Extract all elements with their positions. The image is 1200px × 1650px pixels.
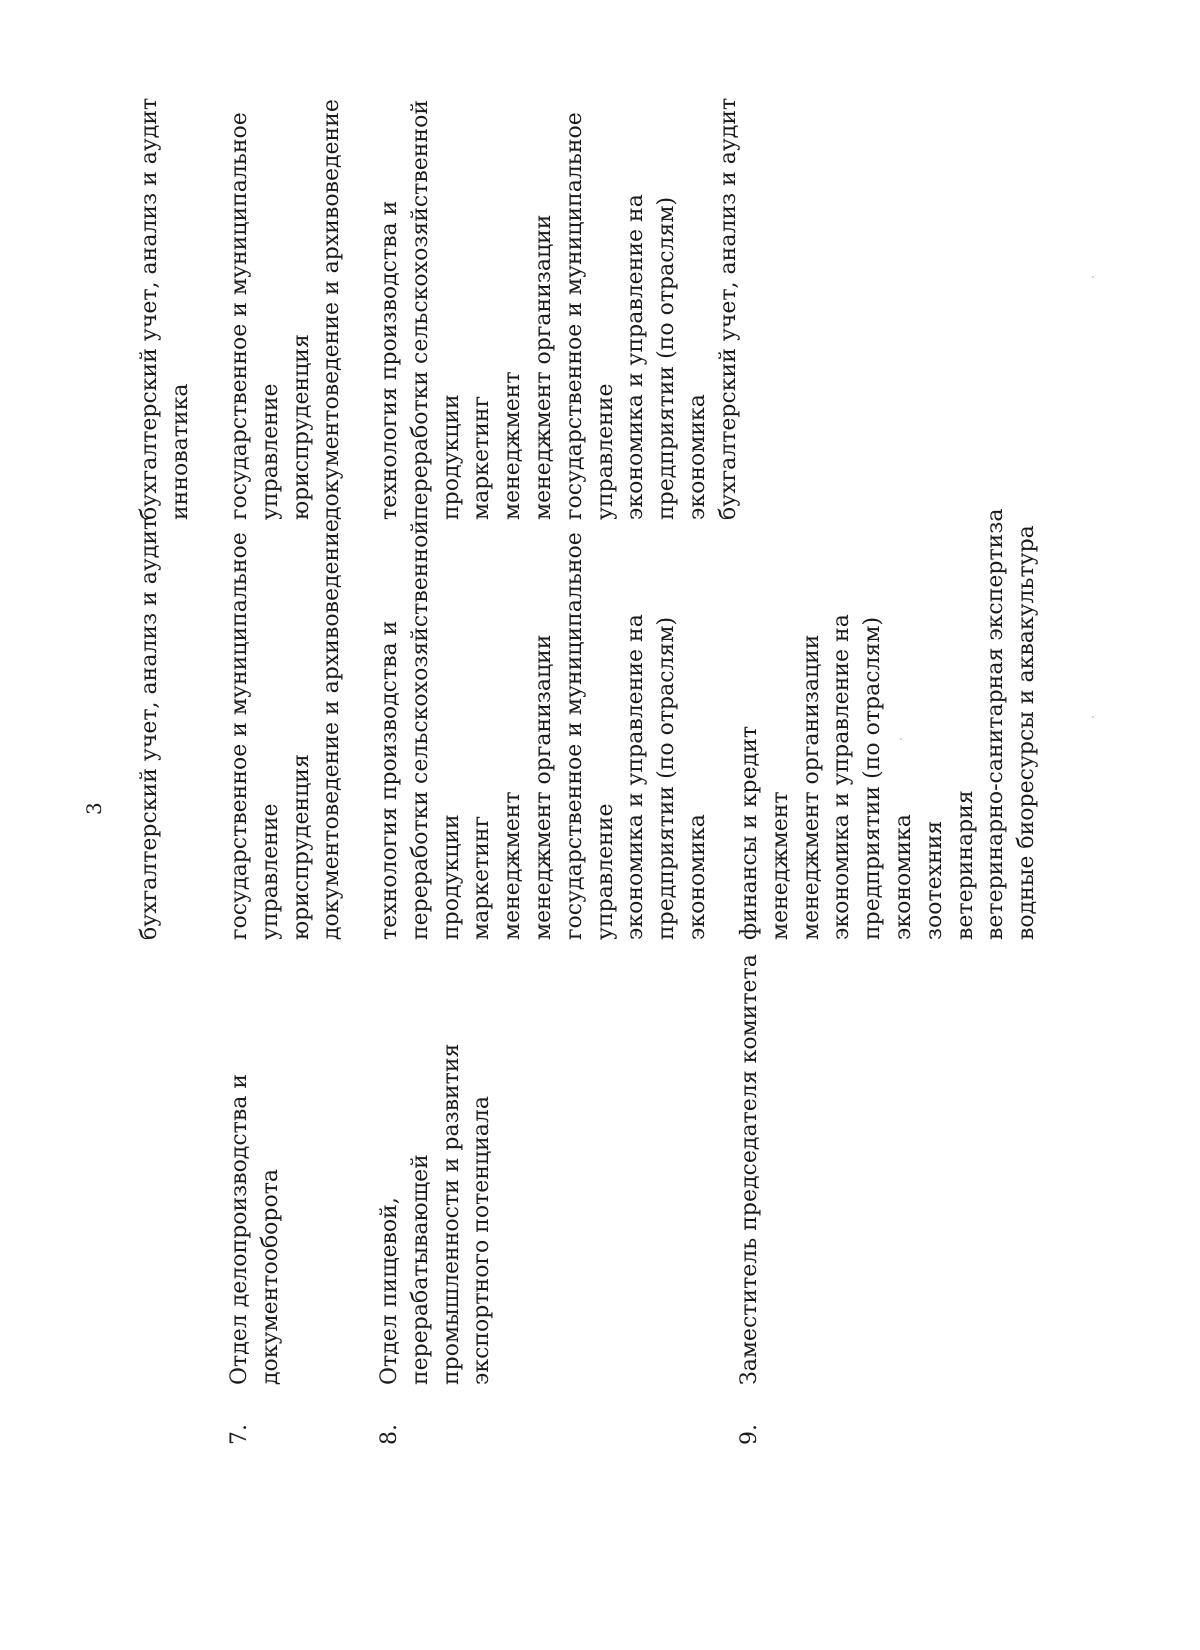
specialties-column-2-line: юриспруденция	[288, 334, 314, 520]
specialties-column-1-line: экономика	[890, 814, 916, 940]
specialties-column-1-line: государственное и муниципальное	[227, 532, 252, 940]
specialties-column-2-line: менеджмент организации	[530, 214, 556, 520]
specialties-column-2-line: документоведение и архивоведение	[319, 99, 345, 520]
department-name-line: перерабатывающей	[407, 1154, 433, 1385]
specialties-column-1-line: ветеринария	[952, 790, 978, 940]
page-number: 3	[82, 802, 106, 815]
specialties-column-2-line: экономика и управление на	[623, 194, 649, 520]
specialties-column-2-line: государственное и муниципальное	[561, 112, 587, 520]
department-name-line: экспортного потенциала	[469, 1095, 495, 1385]
specialties-column-1-line: ветеринарно-санитарная экспертиза	[983, 508, 1009, 940]
specialties-column-1-line: бухгалтерский учет, анализ и аудит	[137, 517, 162, 940]
specialties-column-1-line: экономика	[684, 814, 710, 940]
specialties-column-1-line: управление	[257, 803, 283, 940]
specialties-column-1-line: маркетинг	[469, 815, 495, 940]
row-number: 7.	[227, 1424, 252, 1445]
specialties-column-1-line: продукции	[438, 814, 464, 940]
specialties-column-1-line: переработки сельскохозяйственной	[407, 520, 433, 940]
specialties-column-1-line: экономика и управление на	[829, 614, 855, 940]
specialties-column-2-line: государственное и муниципальное	[227, 112, 252, 520]
specialties-column-1	[135, 517, 166, 940]
department-name-line: Заместитель председателя комитета	[737, 954, 762, 1385]
specialties-column-1-line: юриспруденция	[288, 754, 314, 940]
specialties-column-1	[225, 520, 348, 940]
staff-specialties-table	[0, 45, 1200, 1445]
specialties-column-1-line: водные биоресурсы и аквакультура	[1014, 525, 1040, 940]
specialties-column-1-line: экономика и управление на	[623, 614, 649, 940]
specialties-column-2-line: управление	[592, 383, 618, 520]
department-name	[225, 885, 287, 1385]
specialties-column-2-line: маркетинг	[469, 395, 495, 520]
specialties-column-1-line: менеджмент	[767, 791, 793, 940]
specialties-column-2	[225, 80, 348, 520]
department-name-line: Отдел пищевой,	[377, 1197, 402, 1385]
department-name	[735, 885, 766, 1385]
specialties-column-2-line: инноватика	[167, 383, 193, 520]
specialties-column-2-line: бухгалтерский учет, анализ и аудит	[715, 97, 741, 520]
specialties-column-2-line: переработки сельскохозяйственной	[407, 100, 433, 520]
specialties-column-1-line: менеджмент организации	[798, 634, 824, 940]
specialties-column-2-line: технология производства и	[377, 200, 402, 520]
specialties-column-1-line: технология производства и	[377, 620, 402, 940]
specialties-column-1-line: управление	[592, 803, 618, 940]
specialties-column-2	[135, 80, 197, 520]
specialties-column-1-line: финансы и кредит	[737, 725, 762, 940]
specialties-column-1	[375, 520, 714, 940]
specialties-column-2	[375, 80, 745, 520]
specialties-column-1-line: государственное и муниципальное	[561, 532, 587, 940]
department-name-line: документооборота	[257, 1168, 283, 1385]
specialties-column-1	[735, 508, 1043, 940]
department-name	[375, 885, 498, 1385]
specialties-column-1-line: менеджмент организации	[530, 634, 556, 940]
row-number: 8.	[377, 1424, 402, 1445]
specialties-column-1-line: предприятии (по отраслям)	[654, 616, 680, 940]
specialties-column-1-line: зоотехния	[921, 820, 947, 940]
specialties-column-2-line: предприятии (по отраслям)	[654, 196, 680, 520]
specialties-column-2-line: продукции	[438, 394, 464, 520]
department-name-line: промышленности и развития	[438, 1043, 464, 1385]
row-number: 9.	[737, 1424, 762, 1445]
specialties-column-2-line: бухгалтерский учет, анализ и аудит	[137, 97, 162, 520]
specialties-column-1-line: менеджмент	[500, 791, 526, 940]
specialties-column-2-line: управление	[257, 383, 283, 520]
specialties-column-1-line: предприятии (по отраслям)	[860, 616, 886, 940]
department-name-line: Отдел делопроизводства и	[227, 1073, 252, 1385]
specialties-column-2-line: экономика	[684, 394, 710, 520]
specialties-column-2-line: менеджмент	[500, 371, 526, 520]
specialties-column-1-line: документоведение и архивоведение	[319, 519, 345, 940]
